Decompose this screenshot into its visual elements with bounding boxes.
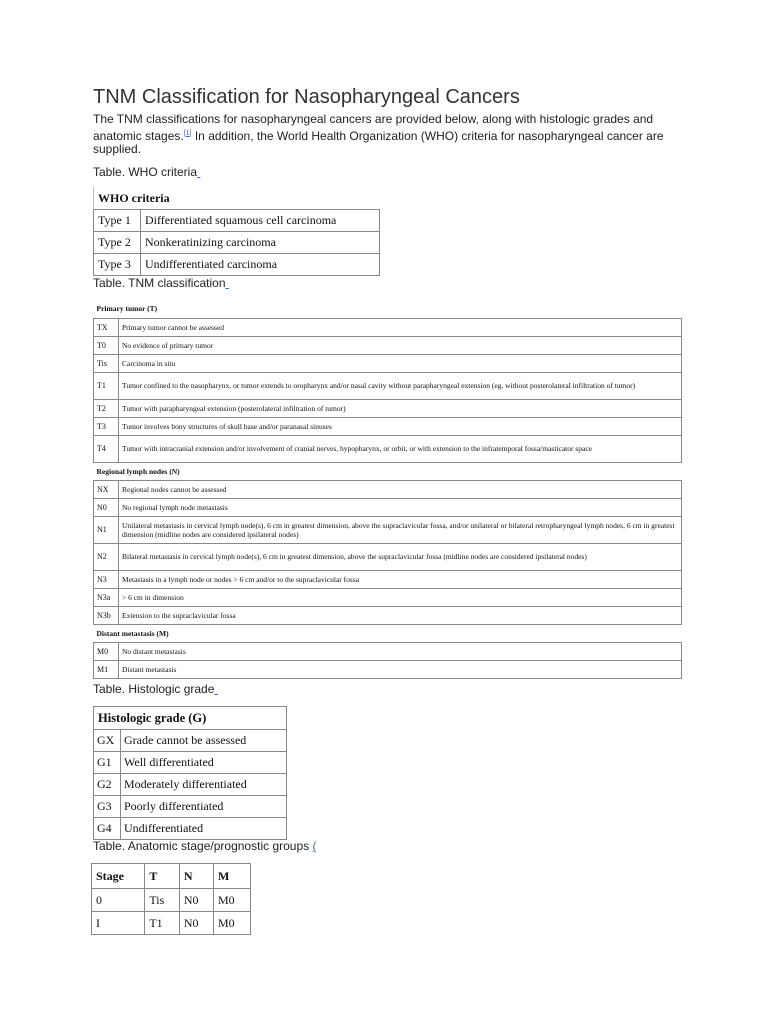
table-row — [94, 232, 380, 254]
stage-cell: 0 — [92, 889, 145, 912]
tnm-desc: Carcinoma in situ — [119, 354, 682, 372]
n-col-header: N — [179, 864, 213, 889]
tnm-code: N3 — [94, 570, 119, 588]
tnm-table-caption — [93, 276, 229, 290]
tnm-code: M1 — [94, 660, 119, 678]
table-row — [94, 642, 682, 660]
table-row — [94, 210, 380, 232]
table-row — [94, 730, 287, 752]
grade-table-caption — [93, 682, 218, 696]
table-header-row — [92, 864, 251, 889]
tnm-code: N3a — [94, 588, 119, 606]
grade-desc: Well differentiated — [121, 752, 287, 774]
grade-caption-text: Table. Histologic grade — [93, 682, 215, 696]
table-row — [94, 318, 682, 336]
table-row — [94, 354, 682, 372]
tnm-desc: No regional lymph node metastasis — [119, 498, 682, 516]
table-row — [94, 774, 287, 796]
who-type-desc: Nonkeratinizing carcinoma — [141, 232, 380, 254]
tnm-desc: Metastasis in a lymph node or nodes > 6 cm and/or to the supraclavicular fossa — [119, 570, 682, 588]
who-type-desc: Differentiated squamous cell carcinoma — [141, 210, 380, 232]
tnm-code: N0 — [94, 498, 119, 516]
m-cell: M0 — [213, 912, 250, 935]
table-row — [94, 570, 682, 588]
table-row — [94, 543, 682, 570]
tnm-desc: No evidence of primary tumor — [119, 336, 682, 354]
tnm-code: T3 — [94, 417, 119, 435]
table-row — [94, 588, 682, 606]
tnm-desc: Unilateral metastasis in cervical lymph node(s), 6 cm in greatest dimension, above the supraclavicular fossa, and/or unilateral or bilateral retropharyngeal lymph nodes, 6 cm in greatest dimension (midline nodes are considered ipsilateral nodes) — [119, 516, 682, 543]
tnm-desc: Primary tumor cannot be assessed — [119, 318, 682, 336]
table-row — [94, 606, 682, 624]
section-header-distant-metastasis: Distant metastasis (M) — [94, 624, 682, 642]
table-row — [94, 516, 682, 543]
tnm-caption-link[interactable] — [226, 276, 229, 290]
histologic-grade-table — [93, 706, 287, 840]
page-title: TNM Classification for Nasopharyngeal Cancers — [93, 86, 520, 108]
tnm-code: TX — [94, 318, 119, 336]
tnm-desc: No distant metastasis — [119, 642, 682, 660]
tnm-code: NX — [94, 480, 119, 498]
grade-desc: Undifferentiated — [121, 818, 287, 840]
table-row — [92, 912, 251, 935]
table-row — [94, 372, 682, 399]
tnm-code: M0 — [94, 642, 119, 660]
grade-caption-link[interactable] — [214, 682, 217, 696]
m-col-header: M — [213, 864, 250, 889]
grade-code: G2 — [94, 774, 121, 796]
table-row — [94, 336, 682, 354]
table-row — [94, 752, 287, 774]
table-row — [94, 480, 682, 498]
who-caption-link[interactable] — [197, 165, 200, 179]
stage-table-caption — [93, 839, 316, 853]
tnm-code: T2 — [94, 399, 119, 417]
m-cell: M0 — [213, 889, 250, 912]
section-header-row — [94, 300, 682, 318]
grade-code: G1 — [94, 752, 121, 774]
who-type-desc: Undifferentiated carcinoma — [141, 254, 380, 276]
n-cell: N0 — [179, 912, 213, 935]
table-row — [94, 818, 287, 840]
tnm-classification-table — [93, 300, 682, 679]
tnm-desc: Tumor with parapharyngeal extension (posterolateral infiltration of tumor) — [119, 399, 682, 417]
n-cell: N0 — [179, 889, 213, 912]
grade-desc: Poorly differentiated — [121, 796, 287, 818]
tnm-desc: > 6 cm in dimension — [119, 588, 682, 606]
table-row — [94, 254, 380, 276]
grade-header: Histologic grade (G) — [94, 707, 287, 730]
section-header-regional-lymph-nodes: Regional lymph nodes (N) — [94, 462, 682, 480]
tnm-desc: Tumor confined to the nasopharynx, or tumor extends to oropharynx and/or nasal cavity without parapharyngeal extension (eg, without posterolateral infiltration of tumor) — [119, 372, 682, 399]
table-header-row — [94, 707, 287, 730]
who-type-code: Type 3 — [94, 254, 141, 276]
table-row — [94, 498, 682, 516]
who-type-code: Type 1 — [94, 210, 141, 232]
table-row — [94, 417, 682, 435]
section-header-row — [94, 624, 682, 642]
tnm-desc: Tumor with intracranial extension and/or involvement of cranial nerves, hypopharynx, or orbit, or with extension to the infratemporal fossa/masticator space — [119, 435, 682, 462]
grade-desc: Grade cannot be assessed — [121, 730, 287, 752]
tnm-code: N2 — [94, 543, 119, 570]
tnm-code: N1 — [94, 516, 119, 543]
t-cell: Tis — [145, 889, 179, 912]
tnm-desc: Extension to the supraclavicular fossa — [119, 606, 682, 624]
who-table-caption — [93, 165, 200, 179]
stage-caption-link[interactable]: ( — [312, 839, 317, 853]
section-header-row — [94, 462, 682, 480]
table-row — [94, 399, 682, 417]
intro-text-part1: The TNM classifications for nasopharyngeal cancers are provided below, along with histologic grades and anatomic stages. — [93, 112, 654, 143]
tnm-code: N3b — [94, 606, 119, 624]
tnm-code: T4 — [94, 435, 119, 462]
grade-code: G4 — [94, 818, 121, 840]
grade-code: G3 — [94, 796, 121, 818]
who-caption-text: Table. WHO criteria — [93, 165, 198, 179]
tnm-caption-text: Table. TNM classification — [93, 276, 226, 290]
tnm-code: T1 — [94, 372, 119, 399]
who-header: WHO criteria — [94, 187, 380, 210]
who-criteria-table — [93, 187, 380, 276]
grade-desc: Moderately differentiated — [121, 774, 287, 796]
stage-col-header: Stage — [92, 864, 145, 889]
tnm-code: T0 — [94, 336, 119, 354]
table-row — [92, 889, 251, 912]
table-row — [94, 796, 287, 818]
stage-cell: I — [92, 912, 145, 935]
t-col-header: T — [145, 864, 179, 889]
section-header-primary-tumor: Primary tumor (T) — [94, 300, 682, 318]
table-header-row — [94, 187, 380, 210]
tnm-desc: Bilateral metastasis in cervical lymph node(s), 6 cm in greatest dimension, above the supraclavicular fossa (midline nodes are considered ipsilateral nodes) — [119, 543, 682, 570]
anatomic-stage-table — [91, 863, 251, 935]
tnm-desc: Distant metastasis — [119, 660, 682, 678]
grade-code: GX — [94, 730, 121, 752]
table-row — [94, 435, 682, 462]
who-type-code: Type 2 — [94, 232, 141, 254]
table-row — [94, 660, 682, 678]
intro-paragraph — [93, 113, 693, 157]
tnm-code: Tis — [94, 354, 119, 372]
stage-caption-text: Table. Anatomic stage/prognostic groups — [93, 839, 310, 853]
intro-text-part2: In addition, the World Health Organization (WHO) criteria for nasopharyngeal cancer are supplied. — [93, 128, 664, 156]
tnm-desc: Tumor involves bony structures of skull base and/or paranasal sinuses — [119, 417, 682, 435]
t-cell: T1 — [145, 912, 179, 935]
tnm-desc: Regional nodes cannot be assessed — [119, 480, 682, 498]
reference-link[interactable]: [1] — [183, 129, 192, 137]
